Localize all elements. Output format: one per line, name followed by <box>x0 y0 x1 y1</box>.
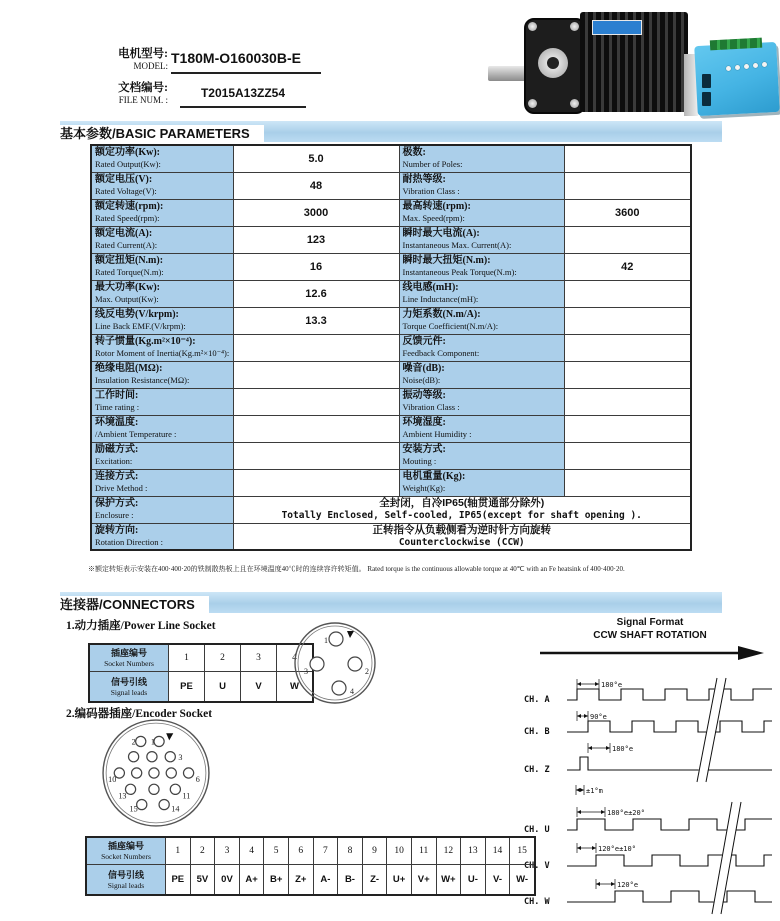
enclosure-row <box>91 496 691 523</box>
power-socket-table <box>88 643 314 703</box>
param-label-en: Instantaneous Max. Current(A): <box>402 240 512 250</box>
file-num-value: T2015A13ZZ54 <box>180 84 306 108</box>
socket-number-cell: 1 <box>166 837 191 865</box>
model-label <box>70 48 168 72</box>
socket-number-cell: 9 <box>362 837 387 865</box>
param-value-en: Counterclockwise (CCW) <box>398 536 525 548</box>
encoder-socket-title: 2.编码器插座/Encoder Socket <box>66 708 213 720</box>
svg-text:15: 15 <box>129 804 138 814</box>
param-label-left <box>91 226 233 253</box>
model-label-cn: 电机型号: <box>118 48 168 60</box>
socket-number-cell: 8 <box>338 837 363 865</box>
param-label-en: Enclosure : <box>95 510 134 520</box>
param-label-cn: 极数: <box>402 147 426 159</box>
param-label-en: Rated Voltage(V): <box>95 186 157 196</box>
socket-numbers-header: 插座编号 Socket Numbers <box>86 837 166 865</box>
param-value-left <box>233 334 399 361</box>
signal-leads-header: 信号引线 Signal leads <box>89 672 169 703</box>
svg-text:120°e: 120°e <box>617 881 639 889</box>
svg-text:180°e: 180°e <box>601 681 623 689</box>
table-row <box>91 388 691 415</box>
socket-number-cell: 6 <box>288 837 313 865</box>
rotation-direction-arrow <box>540 646 764 660</box>
connectors-section-bar <box>60 592 722 613</box>
signal-lead-cell: U+ <box>387 865 412 896</box>
socket-number-cell: 5 <box>264 837 289 865</box>
param-value-right <box>564 442 691 469</box>
socket-number-cell: 7 <box>313 837 338 865</box>
signal-lead-cell: 0V <box>215 865 240 896</box>
param-label-cn: 绝缘电阻(MΩ): <box>95 363 163 374</box>
signal-waveform-diagram <box>522 664 778 920</box>
file-num-label <box>70 82 168 106</box>
param-label-en: Torque Coefficient(N.m/A): <box>402 321 499 331</box>
param-value-left <box>233 469 399 496</box>
basic-parameters-title: 基本参数/BASIC PARAMETERS <box>60 125 264 142</box>
param-value-right <box>564 415 691 442</box>
param-value-left <box>233 388 399 415</box>
ccw-rotation-title: CCW SHAFT ROTATION <box>593 630 707 641</box>
param-label-en: Number of Poles: <box>402 159 463 170</box>
svg-text:180°e: 180°e <box>612 745 634 753</box>
param-value-right: 42 <box>564 253 691 280</box>
param-label-en: Max. Speed(rpm): <box>402 213 465 223</box>
table-row <box>91 280 691 307</box>
param-value-cn: 全封闭，自冷IP65(轴贯通部分除外) <box>379 497 545 509</box>
param-label-right <box>399 415 564 442</box>
param-label-cn: 线电感(mH): <box>402 282 459 293</box>
param-label-cn: 电机重量(Kg): <box>402 471 466 482</box>
socket-number-cell: 15 <box>510 837 535 865</box>
socket-number-cell: 4 <box>239 837 264 865</box>
param-value-en: Totally Enclosed, Self-cooled, IP65(except for shaft opening ). <box>281 510 642 521</box>
connectors-title: 连接器/CONNECTORS <box>60 596 209 613</box>
basic-parameters-section-bar <box>60 121 722 142</box>
svg-text:4: 4 <box>350 687 354 696</box>
param-label-cn: 振动等级: <box>402 390 446 401</box>
param-label-cn: 额定电压(V): <box>95 174 153 185</box>
svg-text:2: 2 <box>131 737 136 747</box>
param-value-span <box>233 496 691 523</box>
param-label-left <box>91 253 233 280</box>
param-label-left <box>91 496 233 523</box>
model-value: T180M-O160030B-E <box>171 48 321 74</box>
param-value-left: 48 <box>233 172 399 199</box>
param-label-en: Excitation: <box>95 456 133 466</box>
svg-text:3: 3 <box>304 667 308 676</box>
signal-lead-cell: U- <box>461 865 486 896</box>
param-label-cn: 保护方式: <box>95 498 139 509</box>
socket-number-cell: 14 <box>485 837 510 865</box>
param-label-en: Ambient Humidity : <box>402 429 472 439</box>
param-label-cn: 额定转速(rpm): <box>95 201 164 212</box>
param-label-en: Line Inductance(mH): <box>402 294 479 304</box>
table-row <box>91 172 691 199</box>
socket-number-cell: 2 <box>205 644 241 672</box>
param-label-left <box>91 415 233 442</box>
param-label-en: Time rating : <box>95 402 140 412</box>
encoder-socket-diagram <box>100 717 212 829</box>
param-label-left <box>91 280 233 307</box>
table-row <box>91 469 691 496</box>
rotation-row <box>91 523 691 550</box>
param-value-right: 3600 <box>564 199 691 226</box>
param-value-right <box>564 361 691 388</box>
param-label-en: /Ambient Temperature : <box>95 429 177 439</box>
param-label-cn: 额定电流(A): <box>95 228 153 239</box>
param-value-left <box>233 442 399 469</box>
param-value-cn: 正转指令从负载侧看为逆时针方向旋转 <box>372 523 551 536</box>
signal-leads-header: 信号引线 Signal leads <box>86 865 166 896</box>
param-label-en: Line Back EMF.(V/krpm): <box>95 321 186 331</box>
param-label-cn: 线反电势(V/krpm): <box>95 309 179 320</box>
svg-text:13: 13 <box>118 791 127 801</box>
param-label-cn: 励磁方式: <box>95 444 139 455</box>
param-label-en: Drive Method : <box>95 483 148 493</box>
model-label-en: MODEL: <box>133 61 168 71</box>
svg-text:CH. A: CH. A <box>524 695 550 705</box>
param-label-en: Instantaneous Peak Torque(N.m): <box>402 267 517 277</box>
power-socket-diagram <box>292 620 378 706</box>
param-value-left: 12.6 <box>233 280 399 307</box>
param-label-right <box>399 361 564 388</box>
param-label-en: Max. Output(Kw): <box>95 294 159 304</box>
signal-lead-cell: W+ <box>436 865 461 896</box>
param-label-en: Rated Torque(N.m): <box>95 267 164 277</box>
signal-lead-cell: A- <box>313 865 338 896</box>
socket-number-cell: 10 <box>387 837 412 865</box>
param-value-span <box>233 523 691 550</box>
signal-lead-cell: V <box>241 672 277 703</box>
table-row <box>91 199 691 226</box>
param-label-cn: 噪音(dB): <box>402 363 445 374</box>
param-value-right <box>564 469 691 496</box>
signal-leads-row <box>86 865 535 896</box>
svg-text:10: 10 <box>108 775 117 785</box>
param-label-left <box>91 199 233 226</box>
param-label-en: Feedback Component: <box>402 348 480 358</box>
param-label-left <box>91 469 233 496</box>
signal-lead-cell: V- <box>485 865 510 896</box>
param-label-left <box>91 334 233 361</box>
param-label-cn: 额定功率(Kw): <box>95 147 160 159</box>
param-label-cn: 最大功率(Kw): <box>95 282 160 293</box>
param-label-cn: 连接方式: <box>95 471 139 482</box>
signal-leads-row <box>89 672 313 703</box>
param-value-left <box>233 415 399 442</box>
param-label-en: Noise(dB): <box>402 375 441 385</box>
param-value-left: 16 <box>233 253 399 280</box>
param-label-right <box>399 280 564 307</box>
svg-text:1: 1 <box>324 636 328 645</box>
param-label-cn: 转子惯量(Kg.m²×10⁻⁴): <box>95 336 196 347</box>
socket-numbers-row <box>86 837 535 865</box>
param-label-cn: 瞬时最大电流(A): <box>402 228 480 239</box>
param-value-left: 3000 <box>233 199 399 226</box>
param-label-en: Vibration Class : <box>402 402 460 412</box>
param-value-right <box>564 172 691 199</box>
param-label-cn: 额定扭矩(N.m): <box>95 255 164 266</box>
param-label-left <box>91 145 233 172</box>
power-socket-title: 1.动力插座/Power Line Socket <box>66 620 216 632</box>
socket-numbers-header: 插座编号 Socket Numbers <box>89 644 169 672</box>
param-label-cn: 工作时间: <box>95 390 139 401</box>
socket-number-cell: 2 <box>190 837 215 865</box>
svg-text:3: 3 <box>178 752 183 762</box>
signal-lead-cell: V+ <box>411 865 436 896</box>
param-label-en: Rated Current(A): <box>95 240 158 250</box>
svg-text:CH. U: CH. U <box>524 825 550 835</box>
param-value-right <box>564 334 691 361</box>
param-label-right <box>399 388 564 415</box>
param-label-right <box>399 199 564 226</box>
param-label-cn: 力矩系数(N.m/A): <box>402 309 481 320</box>
param-value-left: 13.3 <box>233 307 399 334</box>
param-label-right <box>399 334 564 361</box>
param-label-left <box>91 388 233 415</box>
param-label-cn: 安装方式: <box>402 444 446 455</box>
encoder-table-body <box>86 837 535 895</box>
param-value-left: 123 <box>233 226 399 253</box>
svg-text:CH. B: CH. B <box>524 727 550 737</box>
signal-lead-cell: Z- <box>362 865 387 896</box>
encoder-socket-table <box>85 836 536 896</box>
socket-number-cell: 11 <box>411 837 436 865</box>
file-num-label-cn: 文档编号: <box>118 82 168 94</box>
svg-text:CH. Z: CH. Z <box>524 765 550 775</box>
rated-torque-footnote: ※额定转矩表示安装在400·400·20的铁制散热板上且在环境温度40℃时的连续容许转矩值。 Rated torque is the continuous allowable torque at 40℃ with an Fe heatsink of 400·400·20. <box>88 565 625 573</box>
svg-text:180°e±20°: 180°e±20° <box>607 809 645 817</box>
param-value-right <box>564 307 691 334</box>
svg-text:11: 11 <box>182 791 191 801</box>
param-label-left <box>91 442 233 469</box>
param-label-en: Insulation Resistance(MΩ): <box>95 375 190 385</box>
param-label-en: Rated Output(Kw): <box>95 159 161 170</box>
svg-text:CH. V: CH. V <box>524 861 550 871</box>
param-label-en: Rated Speed(rpm): <box>95 213 160 223</box>
table-row <box>91 307 691 334</box>
signal-lead-cell: PE <box>169 672 205 703</box>
param-label-en: Weight(Kg): <box>402 483 446 493</box>
signal-lead-cell: U <box>205 672 241 703</box>
socket-number-cell: 12 <box>436 837 461 865</box>
socket-number-cell: 3 <box>241 644 277 672</box>
param-label-left <box>91 523 233 550</box>
socket-number-cell: 4 <box>277 644 314 672</box>
param-label-en: Rotor Moment of Inertia(Kg.m²×10⁻⁴): <box>95 348 230 358</box>
signal-lead-cell: 5V <box>190 865 215 896</box>
param-label-cn: 反馈元件: <box>402 336 446 347</box>
basic-table-body <box>91 145 691 550</box>
socket-number-cell: 3 <box>215 837 240 865</box>
motor-nameplate <box>592 20 642 35</box>
param-label-cn: 旋转方向: <box>95 524 139 536</box>
svg-text:1: 1 <box>150 737 155 747</box>
table-row <box>91 442 691 469</box>
socket-numbers-row <box>89 644 313 672</box>
basic-parameters-table <box>90 144 692 551</box>
svg-text:±1°m: ±1°m <box>586 787 603 795</box>
table-row <box>91 334 691 361</box>
signal-lead-cell: A+ <box>239 865 264 896</box>
socket-number-cell: 1 <box>169 644 205 672</box>
param-value-left: 5.0 <box>233 145 399 172</box>
param-value-right <box>564 280 691 307</box>
param-label-right <box>399 307 564 334</box>
svg-text:2: 2 <box>365 667 369 676</box>
param-label-cn: 环境湿度: <box>402 417 446 428</box>
param-label-right <box>399 145 564 172</box>
param-label-en: Vibration Class : <box>402 186 460 196</box>
param-label-en: Mouting : <box>402 456 437 466</box>
table-row <box>91 361 691 388</box>
table-row <box>91 415 691 442</box>
param-label-right <box>399 172 564 199</box>
param-label-cn: 环境温度: <box>95 417 139 428</box>
param-label-cn: 耐热等级: <box>402 174 446 185</box>
svg-text:90°e: 90°e <box>590 713 607 721</box>
param-value-left <box>233 361 399 388</box>
param-label-right <box>399 226 564 253</box>
param-label-cn: 最高转速(rpm): <box>402 201 471 212</box>
param-label-left <box>91 361 233 388</box>
param-value-right <box>564 388 691 415</box>
svg-text:CH. W: CH. W <box>524 897 550 907</box>
signal-lead-cell: B- <box>338 865 363 896</box>
table-row <box>91 253 691 280</box>
signal-lead-cell: B+ <box>264 865 289 896</box>
signal-format-title: Signal Format <box>616 617 684 628</box>
param-value-right <box>564 226 691 253</box>
param-label-left <box>91 307 233 334</box>
table-row <box>91 226 691 253</box>
table-row <box>91 145 691 172</box>
signal-lead-cell: W <box>277 672 314 703</box>
param-label-left <box>91 172 233 199</box>
power-table-body <box>89 644 313 702</box>
param-label-right <box>399 469 564 496</box>
param-label-en: Rotation Direction : <box>95 536 163 547</box>
param-label-right <box>399 253 564 280</box>
socket-number-cell: 13 <box>461 837 486 865</box>
param-label-cn: 瞬时最大扭矩(N.m): <box>402 255 491 266</box>
svg-text:14: 14 <box>171 804 180 814</box>
svg-text:120°e±10°: 120°e±10° <box>598 845 636 853</box>
param-label-right <box>399 442 564 469</box>
signal-lead-cell: W- <box>510 865 535 896</box>
param-value-right <box>564 145 691 172</box>
file-num-label-en: FILE NUM. : <box>118 95 168 105</box>
svg-text:6: 6 <box>195 775 200 785</box>
signal-lead-cell: Z+ <box>288 865 313 896</box>
signal-lead-cell: PE <box>166 865 191 896</box>
product-photo <box>486 4 778 116</box>
